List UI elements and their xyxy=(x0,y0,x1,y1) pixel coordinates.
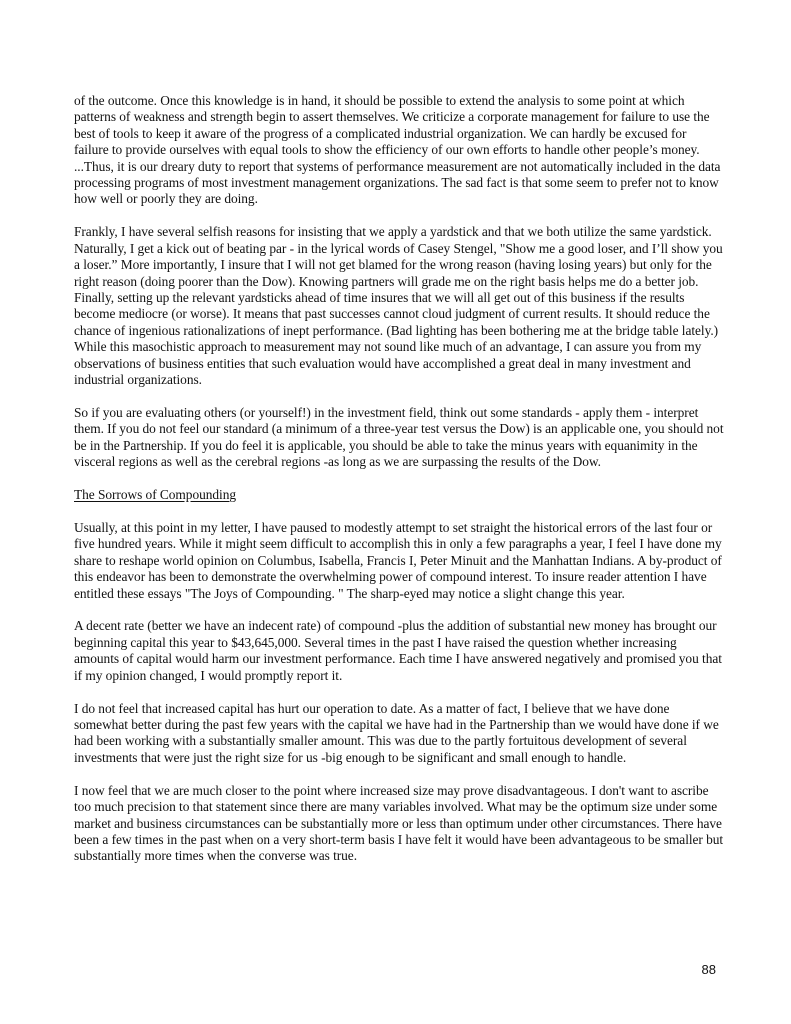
paragraph-outcome-analysis: of the outcome. Once this knowledge is in hand, it should be possible to extend the analysis to some point at which patterns of weakness and strength begin to assert themselves. We criticize a corporate management for failure to use the best of tools to keep it aware of the progress of a complicated industrial organization. We can hardly be excused for failure to provide ourselves with equal tools to show the efficiency of our own efforts to handle other people’s money. ...Thus, it is our dreary duty to report that systems of performance measurement are not automatically included in the data processing programs of most investment management organizations. The sad fact is that some seem to prefer not to know how well or poorly they are doing. xyxy=(74,93,721,207)
document-page xyxy=(74,93,724,881)
paragraph-evaluating-others: So if you are evaluating others (or yourself!) in the investment field, think out some standards - apply them - interpret them. If you do not feel our standard (a minimum of a three-year test versus the Dow) is an applicable one, you should not be in the Partnership. If you do feel it is applicable, you should be able to take the minus years with equanimity in the visceral regions as well as the cerebral regions -as long as we are surpassing the results of the Dow. xyxy=(74,404,724,470)
page-number: 88 xyxy=(701,962,716,977)
paragraph-beginning-capital: A decent rate (better we have an indecent rate) of compound -plus the addition of substantial new money has brought our beginning capital this year to $43,645,000. Several times in the past I have raised the question whether increasing amounts of capital would harm our investment performance. Each time I have answered negatively and promised you that if my opinion changed, I would promptly report it. xyxy=(74,618,722,683)
paragraph-historical-errors: Usually, at this point in my letter, I have paused to modestly attempt to set straight the historical errors of the last four or five hundred years. While it might seem difficult to accomplish this in only a few paragraphs a year, I feel I have done my share to reshape world opinion on Columbus, Isabella, Francis I, Peter Minuit and the Manhattan Indians. A by-product of this endeavor has been to demonstrate the overwhelming power of compound interest. To insure reader attention I have entitled these essays "The Joys of Compounding. " The sharp-eyed may notice a slight change this year. xyxy=(74,519,722,601)
paragraph-selfish-reasons: Frankly, I have several selfish reasons for insisting that we apply a yardstick and that we both utilize the same yardstick. Naturally, I get a kick out of beating par - in the lyrical words of Casey Stengel, "Show me a good loser, and I’ll show you a loser.” More importantly, I insure that I will not get blamed for the wrong reason (having losing years) but only for the right reason (doing poorer than the Dow). Knowing partners will grade me on the right basis helps me do a better job. Finally, setting up the relevant yardsticks ahead of time insures that we will all get out of this business if the results become mediocre (or worse). It means that past successes cannot cloud judgment of current results. It should reduce the chance of ingenious rationalizations of inept performance. (Bad lighting has been bothering me at the bridge table lately.) While this masochistic approach to measurement may not sound like much of an advantage, I can assure you from my observations of business entities that such evaluation would have accomplished a great deal in many investment and industrial organizations. xyxy=(74,224,723,387)
paragraph-size-disadvantage: I now feel that we are much closer to the point where increased size may prove disadvantageous. I don't want to ascribe too much precision to that statement since there are many variables involved. What may be the optimum size under some market and business circumstances can be substantially more or less than optimum under other circumstances. There have been a few times in the past when on a very short-term basis I have felt it would have been advantageous to be smaller but substantially more times when the converse was true. xyxy=(74,782,724,864)
section-heading: The Sorrows of Compounding xyxy=(74,487,236,503)
paragraph-increased-capital: I do not feel that increased capital has hurt our operation to date. As a matter of fact, I believe that we have done somewhat better during the past few years with the capital we have had in the Partnership than we would have done if we had been working with a substantially smaller amount. This was due to the partly fortuitous development of several investments that were just the right size for us -big enough to be significant and small enough to handle. xyxy=(74,700,719,765)
